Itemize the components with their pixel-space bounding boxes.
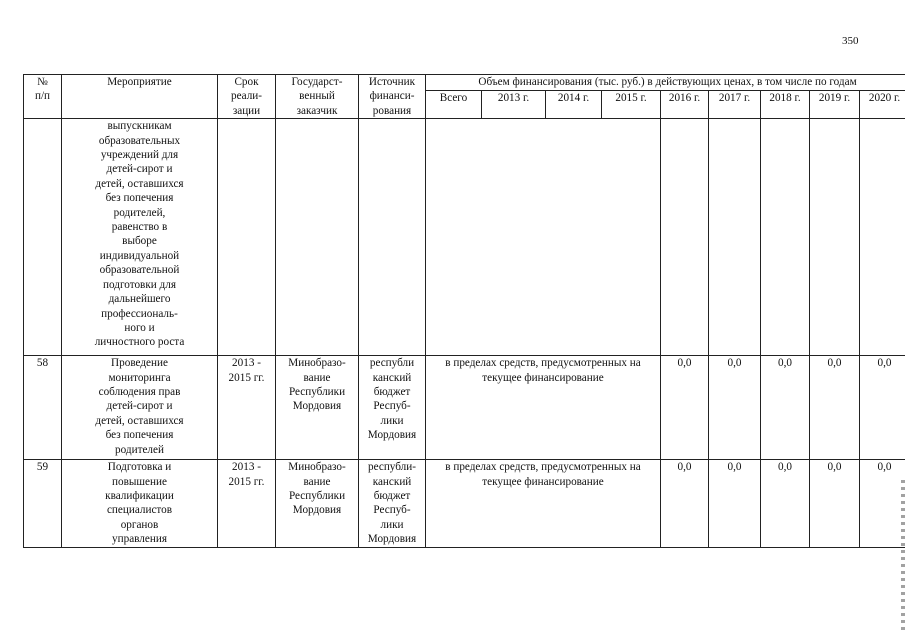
financing-table — [23, 74, 905, 548]
header-volume: Объем финансирования (тыс. руб.) в действующих ценах, в том числе по годам — [426, 75, 905, 91]
header-year: 2020 г. — [860, 91, 905, 119]
row-customer — [276, 119, 359, 356]
text-line: № — [37, 76, 48, 88]
text-line: без попечения — [105, 192, 174, 205]
text-line: Срок — [234, 76, 259, 88]
row-customer — [276, 460, 359, 548]
header-year: 2018 г. — [761, 91, 810, 119]
row-event — [62, 119, 218, 356]
text-line: Респуб- — [373, 400, 411, 413]
text-line: Мероприятие — [107, 76, 172, 88]
text-line: управления — [112, 533, 167, 546]
text-line: родителей — [115, 443, 164, 456]
text-line: соблюдения прав — [98, 386, 181, 399]
text-line: канский — [372, 371, 412, 384]
text-line: Проведение — [111, 357, 168, 370]
row-term — [218, 356, 276, 460]
row-value: 0,0 — [709, 460, 761, 548]
row-customer — [276, 356, 359, 460]
text-line: детей, оставшихся — [95, 177, 184, 190]
header-year: 2019 г. — [810, 91, 860, 119]
text-line: Минобразо- — [288, 461, 346, 474]
header-term — [218, 75, 276, 119]
row-value: 0,0 — [761, 460, 810, 548]
text-line: Мордовия — [292, 504, 342, 517]
text-line: профессиональ- — [101, 307, 178, 320]
text-line: венный — [299, 90, 335, 103]
page-number: 350 — [842, 35, 859, 47]
row-value: 0,0 — [661, 460, 709, 548]
text-line: Республики — [288, 490, 346, 503]
text-line: детей-сирот и — [106, 400, 173, 413]
row-value — [709, 119, 761, 356]
row-value: 0,0 — [661, 356, 709, 460]
text-line: 2015 гг. — [228, 475, 265, 488]
header-year: 2017 г. — [709, 91, 761, 119]
row-value: 0,0 — [761, 356, 810, 460]
text-line: 2015 гг. — [228, 371, 265, 384]
row-term — [218, 460, 276, 548]
row-num — [24, 119, 62, 356]
text-line: вание — [303, 475, 331, 488]
header-customer — [276, 75, 359, 119]
text-line: финанси- — [369, 90, 415, 103]
text-line: Респуб- — [373, 504, 411, 517]
text-line: Государст- — [291, 76, 343, 88]
row-financing-note — [426, 356, 661, 460]
text-line: республи — [369, 357, 415, 370]
text-line: подготовки для — [103, 278, 176, 291]
text-line: реали- — [230, 90, 263, 103]
text-line: детей, оставшихся — [95, 414, 184, 427]
text-line: зации — [232, 104, 261, 117]
text-line: Подготовка и — [107, 461, 172, 474]
text-line: Мордовия — [292, 400, 342, 413]
text-line: учреждений для — [100, 149, 179, 162]
text-line: Минобразо- — [288, 357, 346, 370]
header-year: Всего — [426, 91, 482, 119]
table-row — [24, 119, 905, 356]
text-line: Мордовия — [367, 429, 417, 442]
text-line: текущее финансирование — [482, 371, 604, 384]
text-line: квалификации — [105, 490, 174, 503]
text-line: Источник — [368, 76, 416, 88]
text-line: образовательных — [98, 134, 181, 147]
row-value: 0,0 — [860, 356, 905, 460]
row-source — [359, 119, 426, 356]
row-value: 0,0 — [860, 460, 905, 548]
header-event — [62, 75, 218, 119]
text-line: п/п — [34, 90, 51, 103]
text-line: повышение — [112, 475, 167, 488]
table-row — [24, 460, 905, 548]
text-line: лики — [380, 518, 404, 531]
text-line: вание — [303, 371, 331, 384]
row-source — [359, 356, 426, 460]
text-line: текущее финансирование — [482, 475, 604, 488]
text-line: индивидуальной — [99, 249, 180, 262]
row-event — [62, 356, 218, 460]
header-year: 2013 г. — [482, 91, 546, 119]
text-line: канский — [372, 475, 412, 488]
header-source — [359, 75, 426, 119]
text-line: родителей, — [113, 206, 166, 219]
row-value: 0,0 — [810, 356, 860, 460]
text-line: дальнейшего — [108, 293, 171, 306]
text-line: 2013 - — [232, 461, 261, 474]
text-line: выборе — [122, 235, 157, 248]
row-value — [761, 119, 810, 356]
text-line: выпускникам — [107, 120, 172, 133]
row-num: 59 — [24, 460, 62, 548]
text-line: рования — [372, 104, 412, 117]
header-row — [24, 75, 905, 91]
header-year: 2014 г. — [546, 91, 602, 119]
header-year: 2016 г. — [661, 91, 709, 119]
table-row — [24, 356, 905, 460]
row-financing-note — [426, 119, 661, 356]
text-line: лики — [380, 414, 404, 427]
text-line: Мордовия — [367, 533, 417, 546]
text-line: республи- — [368, 461, 416, 474]
text-line: ного и — [124, 321, 155, 334]
text-line: личностного роста — [94, 336, 185, 349]
row-source — [359, 460, 426, 548]
text-line: бюджет — [373, 386, 411, 399]
text-line: равенство в — [111, 221, 168, 234]
row-value — [860, 119, 905, 356]
text-line: Республики — [288, 386, 346, 399]
text-line: без попечения — [105, 429, 174, 442]
row-value: 0,0 — [810, 460, 860, 548]
row-value: 0,0 — [709, 356, 761, 460]
scan-edge-mark — [901, 480, 905, 630]
text-line: органов — [120, 518, 159, 531]
row-value — [661, 119, 709, 356]
text-line: бюджет — [373, 490, 411, 503]
text-line: заказчик — [296, 104, 338, 117]
header-year: 2015 г. — [602, 91, 661, 119]
row-financing-note — [426, 460, 661, 548]
row-term — [218, 119, 276, 356]
row-value — [810, 119, 860, 356]
text-line: специалистов — [106, 504, 173, 517]
text-line: образовательной — [99, 264, 180, 277]
header-num — [24, 75, 62, 119]
text-line: детей-сирот и — [106, 163, 173, 176]
row-num: 58 — [24, 356, 62, 460]
text-line: в пределах средств, предусмотренных на — [445, 357, 641, 370]
text-line: мониторинга — [108, 371, 171, 384]
text-line: в пределах средств, предусмотренных на — [445, 461, 641, 474]
row-event — [62, 460, 218, 548]
text-line: 2013 - — [232, 357, 261, 370]
